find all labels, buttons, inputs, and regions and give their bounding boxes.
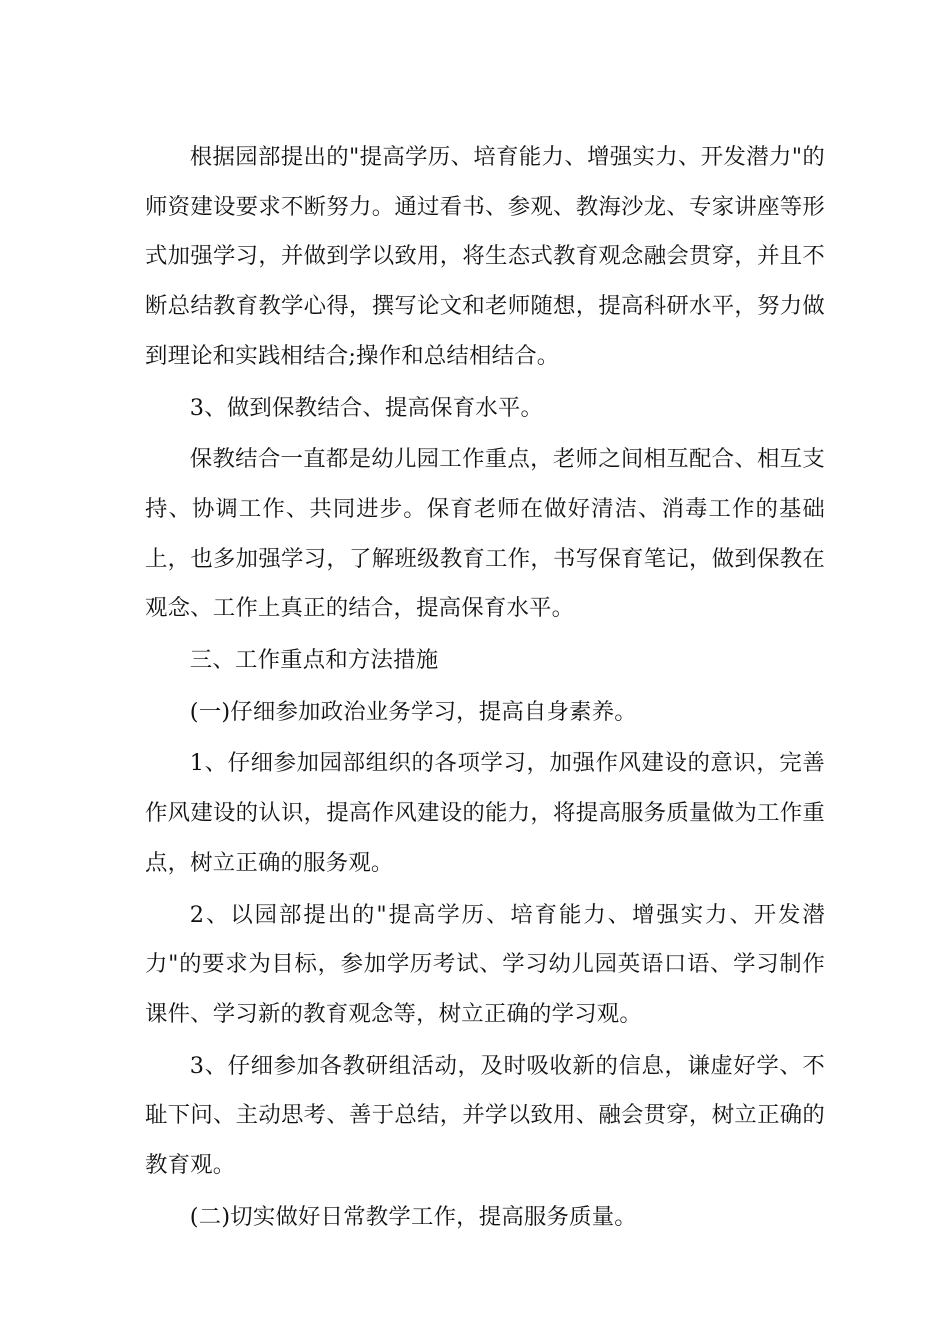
- section-heading-three: 三、工作重点和方法措施: [189, 647, 439, 674]
- heading-care-education: 3、做到保教结合、提高保育水平。: [189, 394, 544, 421]
- list-item-one: 1、仔细参加园部组织的各项学习，加强作风建设的意识，完善作风建设的认识，提高作风建设的能力，将提高服务质量做为工作重点，树立正确的服务观。: [145, 750, 825, 876]
- paragraph-teacher-development: 根据园部提出的"提高学历、培育能力、增强实力、开发潜力"的师资建设要求不断努力。通过看书、参观、教海沙龙、专家讲座等形式加强学习，并做到学以致用，将生态式教育观念融会贯穿，并且不断总结教育教学心得，撰写论文和老师随想，提高科研水平，努力做到理论和实践相结合;操作和总结相结合。: [145, 144, 825, 369]
- paragraph-care-education: 保教结合一直都是幼儿园工作重点，老师之间相互配合、相互支持、协调工作、共同进步。保育老师在做好清洁、消毒工作的基础上，也多加强学习，了解班级教育工作，书写保育笔记，做到保教在观念、工作上真正的结合，提高保育水平。: [145, 446, 825, 622]
- subsection-heading-two: (二)切实做好日常教学工作，提高服务质量。: [189, 1203, 637, 1230]
- list-item-three: 3、仔细参加各教研组活动，及时吸收新的信息，谦虚好学、不耻下问、主动思考、善于总结，并学以致用、融会贯穿，树立正确的教育观。: [145, 1052, 825, 1179]
- list-item-two: 2、以园部提出的"提高学历、培育能力、增强实力、开发潜力"的要求为目标，参加学历考试、学习幼儿园英语口语、学习制作课件、学习新的教育观念等，树立正确的学习观。: [145, 901, 825, 1027]
- document-body: [145, 133, 825, 1244]
- subsection-heading-one: (一)仔细参加政治业务学习，提高自身素养。: [189, 698, 637, 725]
